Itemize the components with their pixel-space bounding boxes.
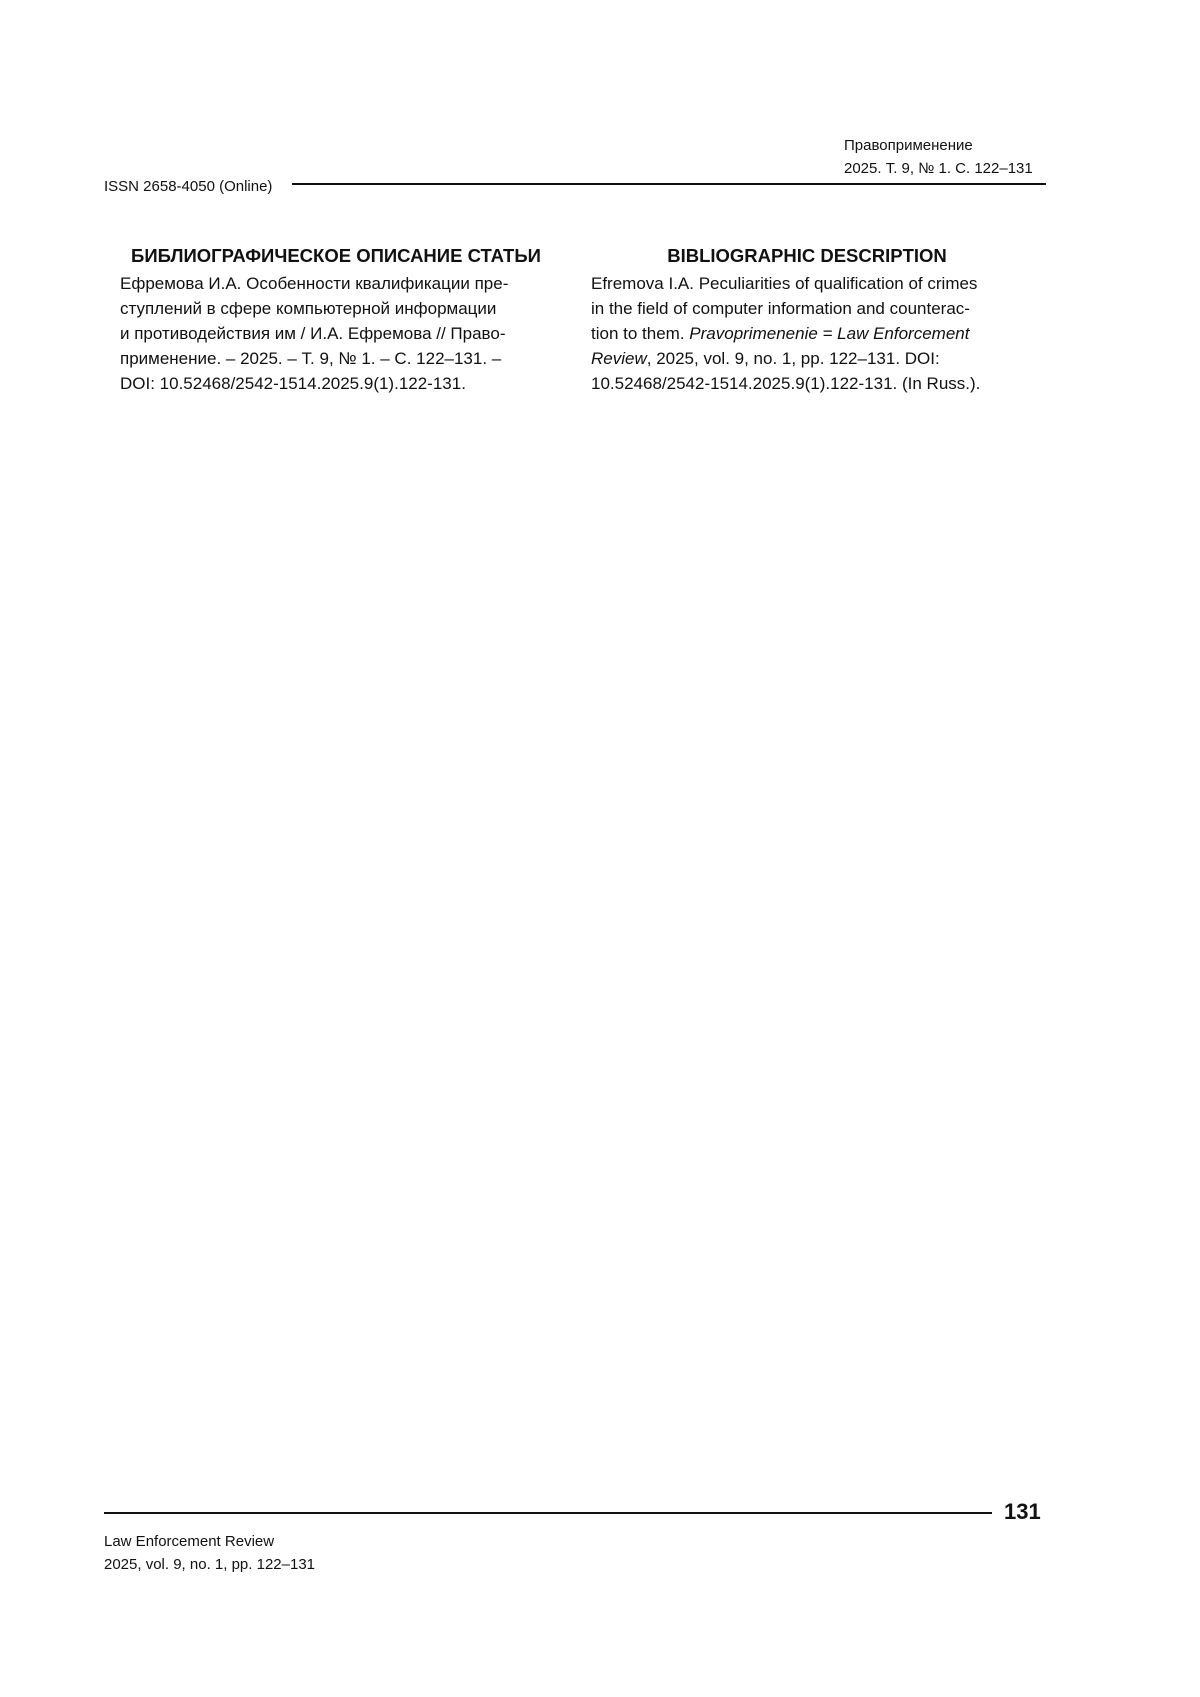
section-heading-en: BIBLIOGRAPHIC DESCRIPTION bbox=[667, 245, 947, 266]
citation-line: Efremova I.A. Peculiarities of qualification of crimes bbox=[591, 274, 978, 293]
journal-name-italic: Pravoprimenenie = Law Enforcement bbox=[689, 324, 970, 343]
citation-text: , 2025, vol. 9, no. 1, pp. 122–131. DOI: bbox=[646, 349, 940, 368]
running-footer bbox=[104, 1530, 315, 1576]
citation-line bbox=[591, 321, 1023, 346]
issn-label: ISSN 2658-4050 (Online) bbox=[104, 178, 273, 195]
header-rule bbox=[292, 183, 1046, 185]
running-header-right bbox=[844, 134, 1033, 180]
journal-title-en: Law Enforcement Review bbox=[104, 1533, 275, 1550]
bibliographic-description-ru bbox=[120, 243, 552, 396]
citation-line: применение. – 2025. – Т. 9, № 1. – С. 122–131. – bbox=[120, 349, 502, 368]
footer-rule bbox=[104, 1512, 992, 1514]
citation-line: DOI: 10.52468/2542-1514.2025.9(1).122-131. bbox=[120, 374, 466, 393]
citation-line bbox=[591, 346, 1023, 371]
issue-info-en: 2025, vol. 9, no. 1, pp. 122–131 bbox=[104, 1556, 316, 1573]
page-number: 131 bbox=[1004, 1499, 1041, 1524]
citation-text: tion to them. bbox=[591, 324, 690, 343]
section-heading-ru: БИБЛИОГРАФИЧЕСКОЕ ОПИСАНИЕ СТАТЬИ bbox=[131, 245, 541, 266]
issue-info-ru: 2025. Т. 9, № 1. С. 122–131 bbox=[844, 160, 1033, 177]
citation-line: 10.52468/2542-1514.2025.9(1).122-131. (In Russ.). bbox=[591, 374, 981, 393]
citation-line: ступлений в сфере компьютерной информации bbox=[120, 299, 497, 318]
citation-line: in the field of computer information and counterac- bbox=[591, 299, 970, 318]
bibliographic-description-en bbox=[591, 243, 1023, 396]
citation-line: Ефремова И.А. Особенности квалификации пре- bbox=[120, 274, 509, 293]
journal-name-italic: Review bbox=[591, 349, 647, 368]
citation-line: и противодействия им / И.А. Ефремова // Право- bbox=[120, 324, 506, 343]
journal-title-ru: Правоприменение bbox=[844, 137, 973, 154]
